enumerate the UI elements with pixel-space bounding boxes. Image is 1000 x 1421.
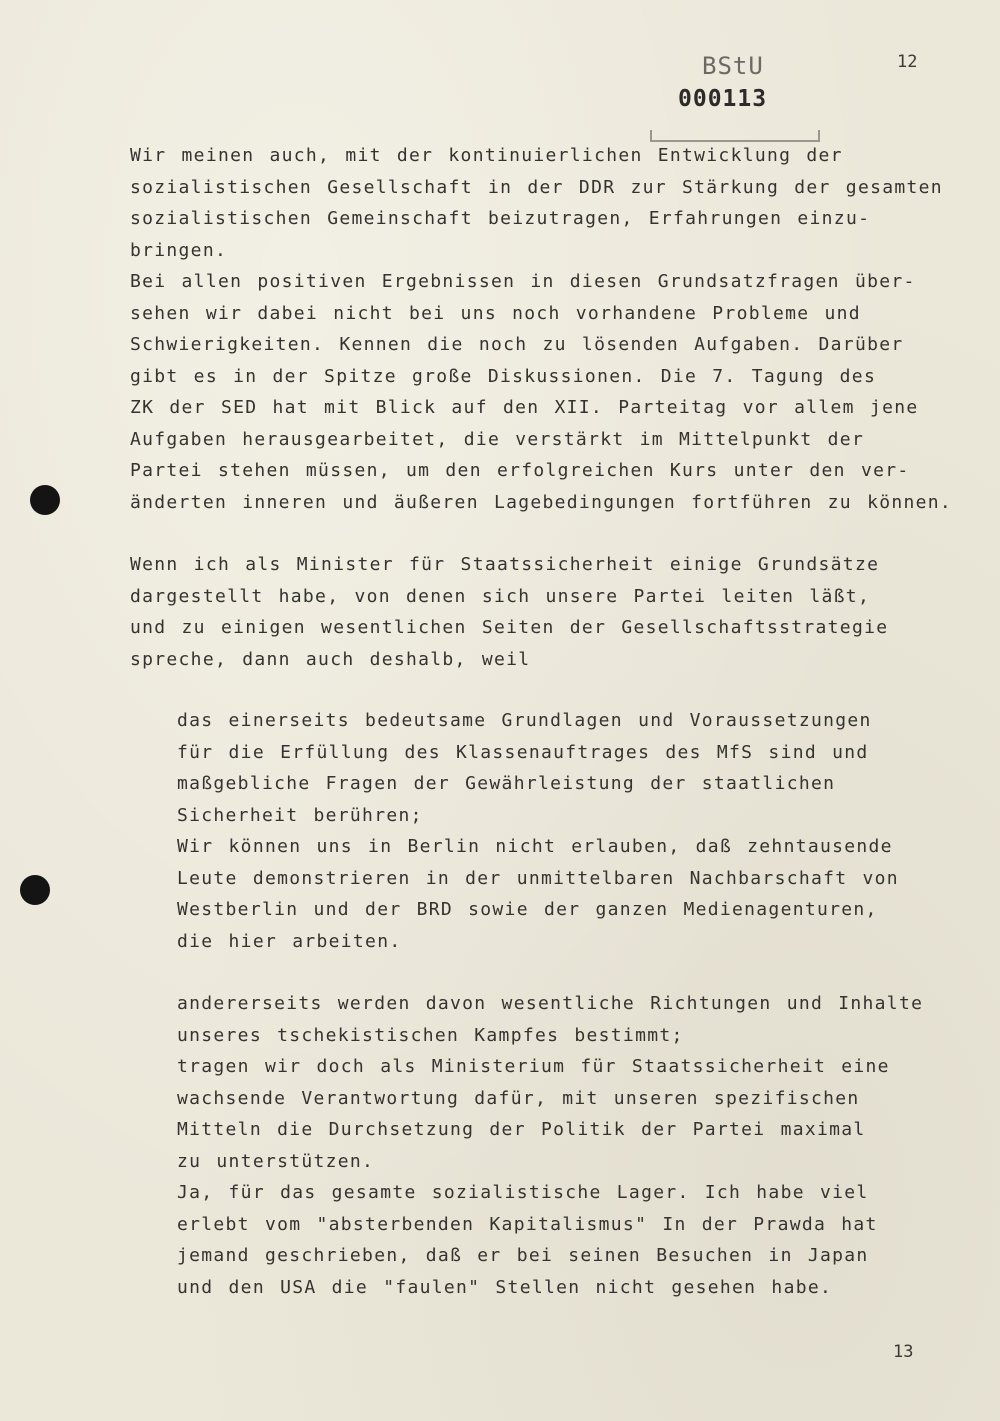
text-line: jemand geschrieben, daß er bei seinen Besuchen in Japan [177, 1245, 869, 1266]
text-line: Leute demonstrieren in der unmittelbaren Nachbarschaft von [177, 867, 899, 889]
text-line: maßgebliche Fragen der Gewährleistung der staatlichen [177, 773, 836, 794]
paragraph-1 [130, 140, 952, 518]
text-line: bringen. [130, 239, 228, 261]
text-line: gibt es in der Spitze große Diskussionen. Die 7. Tagung des [130, 365, 877, 387]
text-line: sehen wir dabei nicht bei uns noch vorhandene Probleme und [130, 302, 861, 324]
indented-paragraph-2 [177, 988, 923, 1303]
text-line: Mitteln die Durchsetzung der Politik der Partei maximal [177, 1119, 866, 1140]
text-line: Wir meinen auch, mit der kontinuierlichen Entwicklung der [130, 145, 843, 166]
text-line: änderten inneren und äußeren Lagebedingungen fortführen zu können. [130, 491, 953, 513]
text-line: unseres tschekistischen Kampfes bestimmt; [177, 1024, 684, 1046]
text-line: spreche, dann auch deshalb, weil [130, 648, 531, 670]
text-line: sozialistischen Gesellschaft in der DDR zur Stärkung der gesamten [130, 176, 943, 198]
text-line: dargestellt habe, von denen sich unsere Partei leiten läßt, [130, 585, 871, 607]
indented-paragraph-1 [177, 705, 899, 957]
text-line: zu unterstützen. [177, 1150, 375, 1172]
text-line: und zu einigen wesentlichen Seiten der Gesellschaftsstrategie [130, 617, 889, 638]
archive-stamp [650, 48, 825, 152]
text-line: Partei stehen müssen, um den erfolgreichen Kurs unter den ver- [130, 460, 910, 481]
text-line: erlebt vom "absterbenden Kapitalismus" In der Prawda hat [177, 1213, 878, 1235]
text-line: Schwierigkeiten. Kennen die noch zu lösenden Aufgaben. Darüber [130, 334, 904, 355]
punch-hole-top [30, 485, 60, 515]
text-line: Wenn ich als Minister für Staatssicherheit einige Grundsätze [130, 554, 880, 575]
text-line: sozialistischen Gemeinschaft beizutragen, Erfahrungen einzu- [130, 208, 871, 229]
text-line: Ja, für das gesamte sozialistische Lager. Ich habe viel [177, 1182, 869, 1203]
text-line: und den USA die "faulen" Stellen nicht gesehen habe. [177, 1276, 833, 1298]
stamp-number: 000113 [678, 86, 768, 112]
punch-hole-bottom [20, 875, 50, 905]
stamp-organization: BStU [702, 52, 764, 80]
text-line: Wir können uns in Berlin nicht erlauben, daß zehntausende [177, 836, 893, 857]
text-line: ZK der SED hat mit Blick auf den XII. Parteitag vor allem jene [130, 397, 919, 418]
text-line: Aufgaben herausgearbeitet, die verstärkt im Mittelpunkt der [130, 428, 865, 450]
text-line: Bei allen positiven Ergebnissen in diesen Grundsatzfragen über- [130, 271, 916, 292]
text-line: tragen wir doch als Ministerium für Staatssicherheit eine [177, 1056, 890, 1077]
paragraph-2 [130, 549, 888, 675]
text-line: Westberlin und der BRD sowie der ganzen Medienagenturen, [177, 899, 878, 920]
text-line: Sicherheit berühren; [177, 804, 423, 826]
text-line: die hier arbeiten. [177, 930, 402, 952]
stamp-tick-left [650, 130, 652, 140]
text-line: das einerseits bedeutsame Grundlagen und Voraussetzungen [177, 710, 872, 731]
stamp-tick-right [818, 130, 820, 140]
text-line: andererseits werden davon wesentliche Richtungen und Inhalte [177, 993, 924, 1014]
page-number-top: 12 [897, 52, 918, 72]
text-line: für die Erfüllung des Klassenauftrages des MfS sind und [177, 741, 869, 763]
text-line: wachsende Verantwortung dafür, mit unseren spezifischen [177, 1087, 860, 1109]
page-number-bottom: 13 [893, 1342, 914, 1362]
